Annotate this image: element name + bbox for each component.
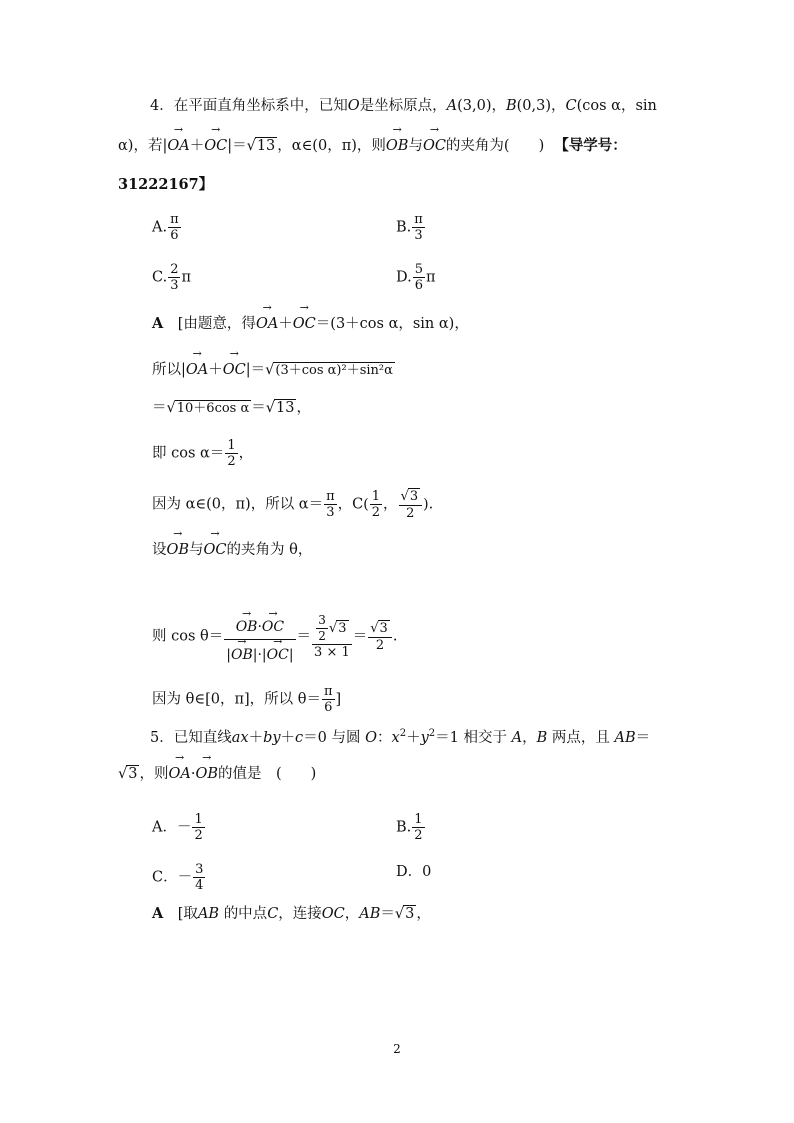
q5-option-b: B. $\frac{1}{2}$ bbox=[396, 812, 423, 843]
reference-number: 31222167】 bbox=[118, 176, 214, 193]
q4-option-b: B. $\frac{\pi}{3}$ bbox=[396, 212, 423, 243]
q4-option-c: C. $\frac{2}{3}$ π bbox=[152, 262, 191, 293]
sol5-line-1: A [取AB 的中点C，连接OC，AB＝√3 ， bbox=[152, 905, 431, 922]
q5-option-c: C．－ $\frac{3}{4}$ bbox=[152, 862, 204, 893]
q4-option-a: A. $\frac{\pi}{6}$ bbox=[152, 212, 179, 243]
q5-option-a: A．－ $\frac{1}{2}$ bbox=[152, 812, 203, 843]
sol4-line-3: ＝√10＋6cos α ＝√13 ， bbox=[152, 400, 311, 416]
sol4-line-6: 设→ OB与→ OC的夹角为 θ， bbox=[152, 540, 312, 560]
sol4-line-4: 即 cos α＝ $\frac{1}{2}$ ， bbox=[152, 438, 254, 469]
page-number: 2 bbox=[393, 1042, 401, 1056]
q4-line-2: α)，若|→ OA＋→ OC|＝√13 ，α∈(0，π)，则→ OB与→ OC的夹角为( ) 【导学号： bbox=[118, 136, 627, 156]
sol4-line-7: 则 cos θ＝ → $\frac{OB\cdot\to OC}{|\to OB|\cdot|\to OC|}$ ＝ $\frac{3}{2}$ √3 3 × 1 ＝ $\frac{√3}{2}$ . bbox=[152, 610, 397, 663]
q4-option-d: D. $\frac{5}{6}$ π bbox=[396, 262, 436, 293]
q5-line-1: 5．已知直线ax＋by＋c＝0 与圆 O：$x^2+y^2=1$ 相交于 A，B 两点，且 AB＝ bbox=[150, 728, 651, 746]
sol4-line-2: 所以|→ OA＋→ OC|＝√(3＋cos α)²＋sin²α bbox=[152, 360, 395, 380]
reference-label: 【导学号： bbox=[554, 137, 627, 154]
q4-line-1: 4．在平面直角坐标系中，已知O是坐标原点，A(3,0)，B(0,3)，C(cos α，sin bbox=[150, 98, 657, 114]
sol4-line-5: 因为 α∈(0，π)，所以 α＝ $\frac{\pi}{3}$ ，C( $\frac{1}{2}$ ， $\frac{√3}{2}$ ). bbox=[152, 489, 434, 521]
sol4-line-8: 因为 θ∈[0，π]，所以 θ＝ $\frac{\pi}{6}$ ] bbox=[152, 684, 342, 715]
sol4-line-1: A [由题意，得→ OA＋→ OC＝(3＋cos α，sin α)， bbox=[152, 314, 469, 334]
q5-option-d: D．0 bbox=[396, 864, 432, 880]
q5-line-2: √3 ，则→ OA·→ OB的值是 ( ) bbox=[118, 764, 316, 784]
